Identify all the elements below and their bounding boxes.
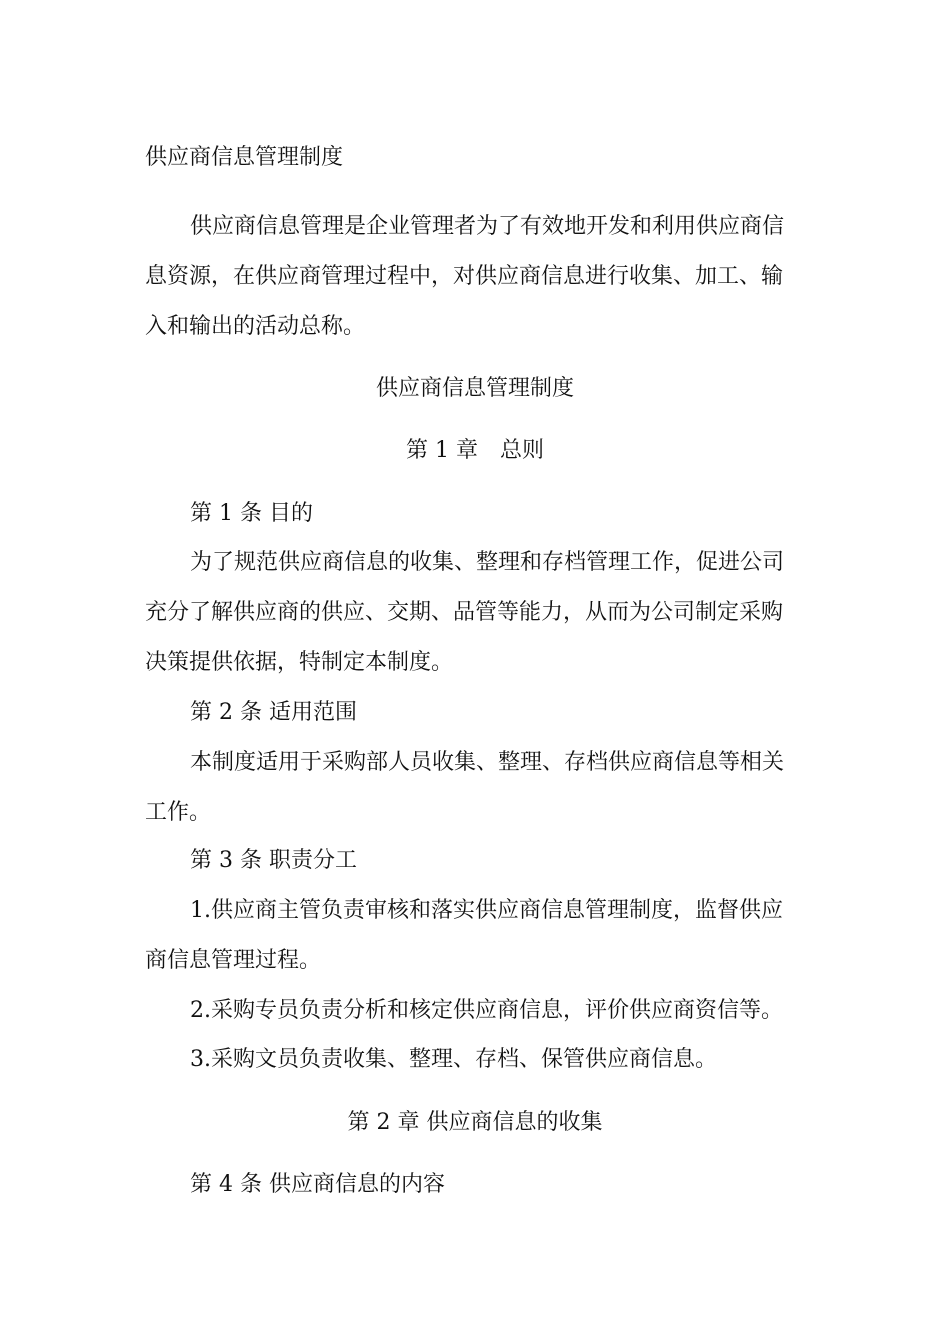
article-3-heading: 第 3 条 职责分工 xyxy=(190,848,357,873)
article-1-heading: 第 1 条 目的 xyxy=(190,501,313,526)
chapter-1-heading: 第 1 章 总则 xyxy=(406,438,544,463)
article-3-item-2: 2.采购专员负责分析和核定供应商信息，评价供应商资信等。 xyxy=(190,998,783,1023)
article-1-line-3: 决策提供依据，特制定本制度。 xyxy=(145,650,454,675)
article-2-line-1: 本制度适用于采购部人员收集、整理、存档供应商信息等相关 xyxy=(190,750,785,775)
article-2-line-2: 工作。 xyxy=(145,800,212,825)
article-1-line-2: 充分了解供应商的供应、交期、品管等能力，从而为公司制定采购 xyxy=(145,600,784,625)
chapter-2-heading: 第 2 章 供应商信息的收集 xyxy=(347,1110,603,1135)
article-3-item-1-line-1: 1.供应商主管负责审核和落实供应商信息管理制度，监督供应 xyxy=(190,898,783,923)
article-4-heading: 第 4 条 供应商信息的内容 xyxy=(190,1172,445,1197)
article-2-heading: 第 2 条 适用范围 xyxy=(190,700,357,725)
article-3-item-1-line-2: 商信息管理过程。 xyxy=(145,948,322,973)
document-top-title: 供应商信息管理制度 xyxy=(145,145,344,170)
intro-paragraph-line-2: 息资源，在供应商管理过程中，对供应商信息进行收集、加工、输 xyxy=(145,264,784,289)
article-3-item-3: 3.采购文员负责收集、整理、存档、保管供应商信息。 xyxy=(190,1047,717,1072)
intro-paragraph-line-1: 供应商信息管理是企业管理者为了有效地开发和利用供应商信 xyxy=(190,214,785,239)
article-1-line-1: 为了规范供应商信息的收集、整理和存档管理工作，促进公司 xyxy=(190,550,785,575)
intro-paragraph-line-3: 入和输出的活动总称。 xyxy=(145,314,366,339)
document-main-title: 供应商信息管理制度 xyxy=(375,376,574,401)
